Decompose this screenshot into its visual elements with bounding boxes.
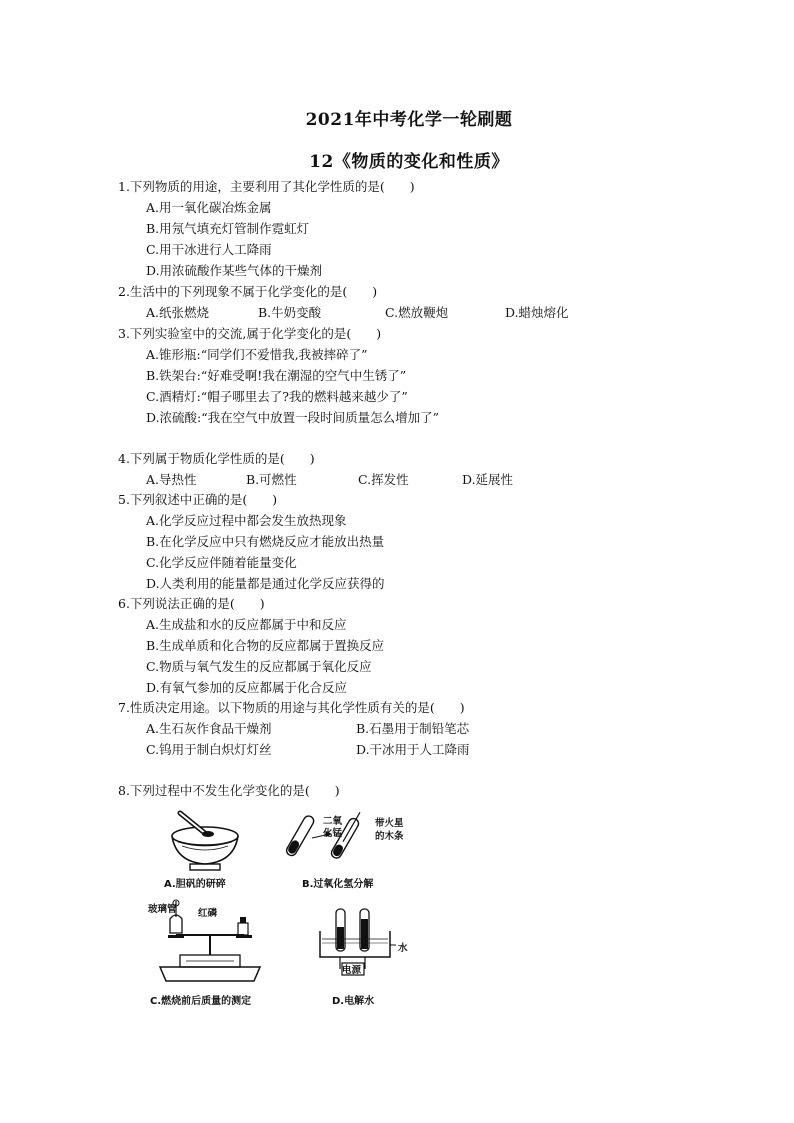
question-8-stem: 8.下列过程中不发生化学变化的是( ) (118, 783, 340, 798)
page-title: 2021年中考化学一轮刷题 (305, 110, 513, 130)
question-3-option-d: D.浓硫酸:“我在空气中放置一段时间质量怎么增加了” (146, 410, 440, 425)
question-4-option-b: B.可燃性 (246, 472, 297, 487)
question-3-option-c: C.酒精灯:“帽子哪里去了?我的燃料越来越少了” (146, 389, 408, 404)
figure-b-label-4: 的木条 (375, 831, 404, 842)
question-1-option-a: A.用一氧化碳冶炼金属 (146, 200, 272, 215)
figure-d-label-2: 电源 (342, 965, 362, 976)
question-2-option-d: D.蜡烛熔化 (505, 305, 569, 320)
question-6-option-a: A.生成盐和水的反应都属于中和反应 (146, 617, 347, 632)
question-5-option-a: A.化学反应过程中都会发生放热现象 (146, 513, 347, 528)
question-6-option-c: C.物质与氧气发生的反应都属于氧化反应 (146, 659, 372, 674)
figure-c-caption: C.燃烧前后质量的测定 (150, 996, 252, 1007)
question-3-stem: 3.下列实验室中的交流,属于化学变化的是( ) (118, 326, 382, 341)
question-4-option-c: C.挥发性 (358, 472, 409, 487)
question-7-option-d: D.干冰用于人工降雨 (356, 742, 470, 757)
question-7-stem: 7.性质决定用途。以下物质的用途与其化学性质有关的是( ) (118, 700, 465, 715)
question-4-option-a: A.导热性 (146, 472, 197, 487)
question-3-option-b: B.铁架台:“好难受啊!我在潮湿的空气中生锈了” (146, 368, 407, 383)
question-4-stem: 4.下列属于物质化学性质的是( ) (118, 451, 315, 466)
question-3-option-a: A.锥形瓶:“同学们不爱惜我,我被摔碎了” (146, 347, 368, 362)
figure-d-label-1: 水 (398, 943, 408, 954)
figure-c-label-1: 玻璃管 (148, 904, 177, 915)
question-7-option-a: A.生石灰作食品干燥剂 (146, 721, 272, 736)
question-1-option-d: D.用浓硫酸作某些气体的干燥剂 (146, 263, 323, 278)
question-1-option-c: C.用干冰进行人工降雨 (146, 242, 272, 257)
question-6-option-b: B.生成单质和化合物的反应都属于置换反应 (146, 638, 385, 653)
question-7-option-c: C.钨用于制白炽灯灯丝 (146, 742, 272, 757)
question-5-stem: 5.下列叙述中正确的是( ) (118, 492, 278, 507)
question-1-option-b: B.用氖气填充灯管制作霓虹灯 (146, 221, 310, 236)
figure-b-label-2: 化锰 (323, 828, 343, 839)
question-2-option-b: B.牛奶变酸 (258, 305, 322, 320)
figure-d-caption: D.电解水 (332, 996, 375, 1007)
question-5-option-b: B.在化学反应中只有燃烧反应才能放出热量 (146, 534, 385, 549)
question-1-stem: 1.下列物质的用途，主要利用了其化学性质的是( ) (118, 179, 415, 194)
question-7-option-b: B.石墨用于制铅笔芯 (356, 721, 470, 736)
question-2-stem: 2.生活中的下列现象不属于化学变化的是( ) (118, 284, 378, 299)
figure-b-caption: B.过氧化氢分解 (302, 879, 374, 890)
question-6-option-d: D.有氧气参加的反应都属于化合反应 (146, 680, 348, 695)
question-5-option-d: D.人类利用的能量都是通过化学反应获得的 (146, 576, 385, 591)
mortar-pestle-figure (160, 808, 250, 876)
question-2-option-a: A.纸张燃烧 (146, 305, 210, 320)
question-2-option-c: C.燃放鞭炮 (385, 305, 449, 320)
figure-b-label-3: 带火星 (375, 818, 404, 829)
test-tubes-figure (282, 808, 362, 868)
question-5-option-c: C.化学反应伴随着能量变化 (146, 555, 297, 570)
page-subtitle: 12《物质的变化和性质》 (309, 152, 509, 172)
question-4-option-d: D.延展性 (462, 472, 514, 487)
figure-a-caption: A.胆矾的研碎 (164, 879, 226, 890)
question-6-stem: 6.下列说法正确的是( ) (118, 596, 265, 611)
figure-b-label-1: 二氧 (323, 816, 343, 827)
figure-c-label-2: 红磷 (198, 908, 218, 919)
